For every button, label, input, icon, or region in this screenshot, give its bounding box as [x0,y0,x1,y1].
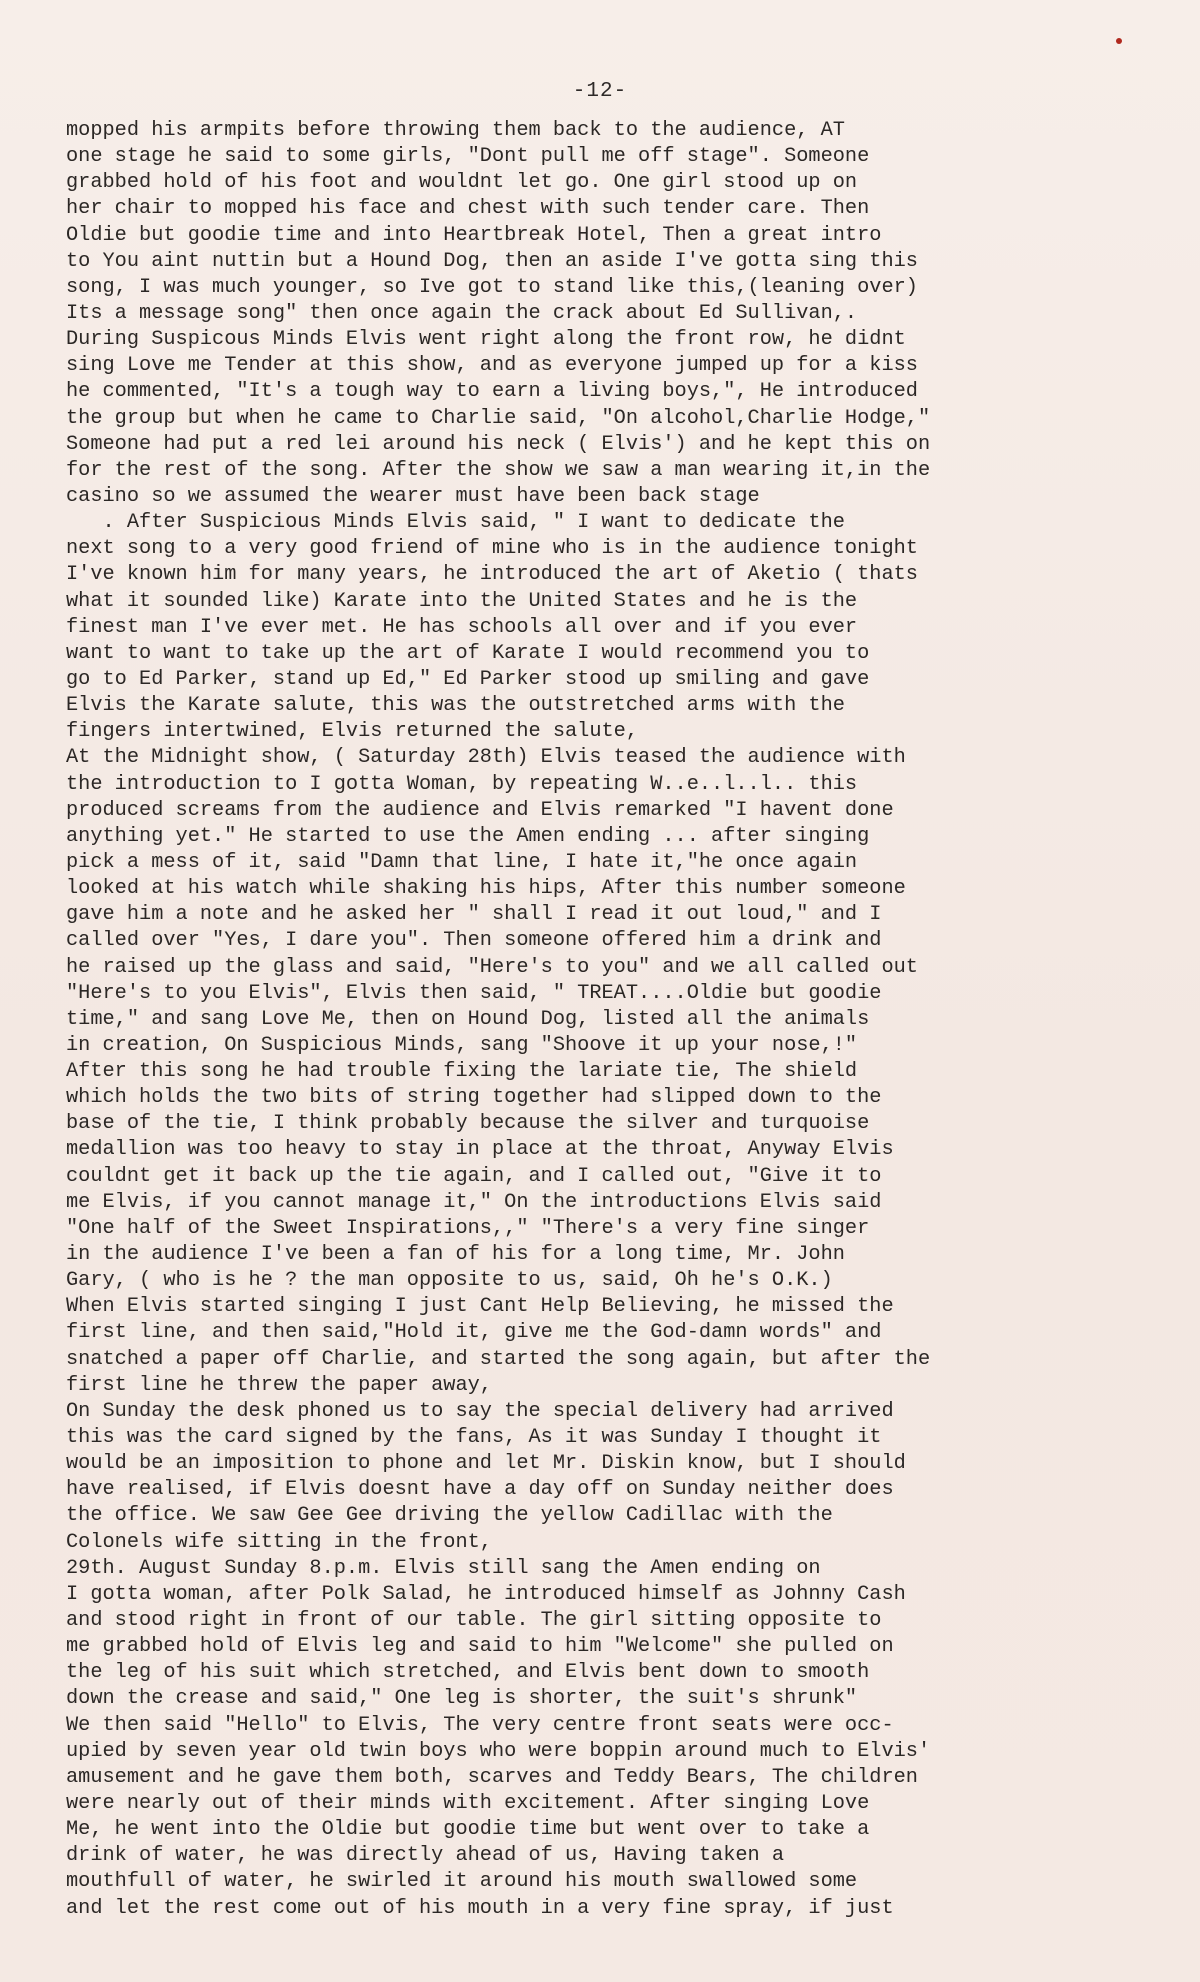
text-line: for the rest of the song. After the show we saw a man wearing it,in the [66,458,931,482]
text-line: Colonels wife sitting in the front, [66,1530,492,1554]
text-line: this was the card signed by the fans, As it was Sunday I thought it [66,1426,882,1450]
text-line: song, I was much younger, so Ive got to stand like this,(leaning over) [66,275,918,299]
text-line: We then said "Hello" to Elvis, The very centre front seats were occ- [66,1713,894,1737]
text-line: her chair to mopped his face and chest with such tender care. Then [66,197,870,221]
text-line: gave him a note and he asked her " shall I read it out loud," and I [66,903,882,927]
text-line: 29th. August Sunday 8.p.m. Elvis still sang the Amen ending on [66,1556,821,1580]
text-line: were nearly out of their minds with excitement. After singing Love [66,1792,870,1815]
text-line: I've known him for many years, he introduced the art of Aketio ( thats [66,563,918,587]
text-line: time," and sang Love Me, then on Hound Dog, listed all the animals [66,1007,870,1031]
text-line: base of the tie, I think probably because the silver and turquoise [66,1112,870,1136]
text-line: When Elvis started singing I just Cant Help Believing, he missed the [66,1295,894,1319]
text-line: next song to a very good friend of mine who is in the audience tonight [66,537,918,561]
text-line: "One half of the Sweet Inspirations,," "There's a very fine singer [66,1216,870,1240]
page-body-text [66,118,1176,1922]
text-line: medallion was too heavy to stay in place at the throat, Anyway Elvis [66,1138,894,1162]
text-line: what it sounded like) Karate into the United States and he is the [66,589,858,613]
text-line: "Here's to you Elvis", Elvis then said, " TREAT....Oldie but goodie [66,981,882,1005]
text-line: amusement and he gave them both, scarves and Teddy Bears, The children [66,1765,918,1789]
text-line: he commented, "It's a tough way to earn a living boys,", He introduced [66,380,918,404]
page-number: -12- [572,80,628,103]
text-line: called over "Yes, I dare you". Then someone offered him a drink and [66,929,882,953]
text-line: sing Love me Tender at this show, and as everyone jumped up for a kiss [66,354,918,378]
text-line: At the Midnight show, ( Saturday 28th) Elvis teased the audience with [66,746,906,770]
text-line: drink of water, he was directly ahead of us, Having taken a [66,1844,785,1868]
text-line: me Elvis, if you cannot manage it," On the introductions Elvis said [66,1190,882,1214]
text-line: down the crease and said," One leg is shorter, the suit's shrunk" [66,1687,858,1711]
text-line: in the audience I've been a fan of his for a long time, Mr. John [66,1243,845,1267]
text-line: After this song he had trouble fixing the lariate tie, The shield [66,1060,858,1084]
text-line: upied by seven year old twin boys who were boppin around much to Elvis' [66,1739,931,1763]
text-line: in creation, On Suspicious Minds, sang "Shoove it up your nose,!" [66,1033,858,1057]
text-line: finest man I've ever met. He has schools all over and if you ever [66,615,858,639]
text-line: one stage he said to some girls, "Dont pull me off stage". Someone [66,145,870,169]
text-line: the leg of his suit which stretched, and Elvis bent down to smooth [66,1661,870,1685]
red-ink-mark [1116,38,1122,44]
text-line: he raised up the glass and said, "Here's to you" and we all called out [66,955,918,979]
text-line: I gotta woman, after Polk Salad, he introduced himself as Johnny Cash [66,1582,906,1606]
text-line: . After Suspicious Minds Elvis said, " I want to dedicate the [66,511,845,535]
text-line: Me, he went into the Oldie but goodie time but went over to take a [66,1818,870,1842]
text-line: On Sunday the desk phoned us to say the special delivery had arrived [66,1399,894,1423]
text-line: first line, and then said,"Hold it, give me the God-damn words" and [66,1321,882,1345]
text-line: would be an imposition to phone and let Mr. Diskin know, but I should [66,1452,906,1476]
text-line: first line he threw the paper away, [66,1373,492,1397]
text-line: couldnt get it back up the tie again, and I called out, "Give it to [66,1164,882,1188]
text-line: Oldie but goodie time and into Heartbreak Hotel, Then a great intro [66,223,882,247]
text-line: Elvis the Karate salute, this was the outstretched arms with the [66,694,845,718]
text-line: and stood right in front of our table. The girl sitting opposite to [66,1609,882,1633]
text-line: grabbed hold of his foot and wouldnt let go. One girl stood up on [66,171,858,195]
text-line: Someone had put a red lei around his neck ( Elvis') and he kept this on [66,432,931,456]
text-line: which holds the two bits of string together had slipped down to the [66,1086,882,1110]
text-line: the group but when he came to Charlie said, "On alcohol,Charlie Hodge," [66,406,931,430]
text-line: pick a mess of it, said "Damn that line, I hate it,"he once again [66,850,858,874]
text-line: go to Ed Parker, stand up Ed," Ed Parker stood up smiling and gave [66,667,870,691]
text-line: mopped his armpits before throwing them back to the audience, AT [66,119,845,142]
text-line: the introduction to I gotta Woman, by repeating W..e..l..l.. this [66,772,858,796]
text-line: mouthfull of water, he swirled it around his mouth swallowed some [66,1870,858,1894]
text-line: produced screams from the audience and Elvis remarked "I havent done [66,798,894,822]
text-line: the office. We saw Gee Gee driving the yellow Cadillac with the [66,1504,833,1528]
text-line: Gary, ( who is he ? the man opposite to us, said, Oh he's O.K.) [66,1269,833,1293]
text-line: looked at his watch while shaking his hips, After this number someone [66,877,906,901]
text-line: want to want to take up the art of Karate I would recommend you to [66,641,870,665]
text-line: have realised, if Elvis doesnt have a day off on Sunday neither does [66,1478,894,1502]
text-line: anything yet." He started to use the Amen ending ... after singing [66,824,870,848]
text-line: casino so we assumed the wearer must have been back stage [66,484,760,508]
text-line: During Suspicous Minds Elvis went right along the front row, he didnt [66,328,906,352]
text-line: to You aint nuttin but a Hound Dog, then an aside I've gotta sing this [66,249,918,273]
text-line: fingers intertwined, Elvis returned the salute, [66,720,639,744]
text-line: Its a message song" then once again the crack about Ed Sullivan,. [66,301,858,325]
text-line: and let the rest come out of his mouth in a very fine spray, if just [66,1896,894,1920]
text-line: me grabbed hold of Elvis leg and said to him "Welcome" she pulled on [66,1635,894,1659]
text-line: snatched a paper off Charlie, and started the song again, but after the [66,1347,931,1371]
